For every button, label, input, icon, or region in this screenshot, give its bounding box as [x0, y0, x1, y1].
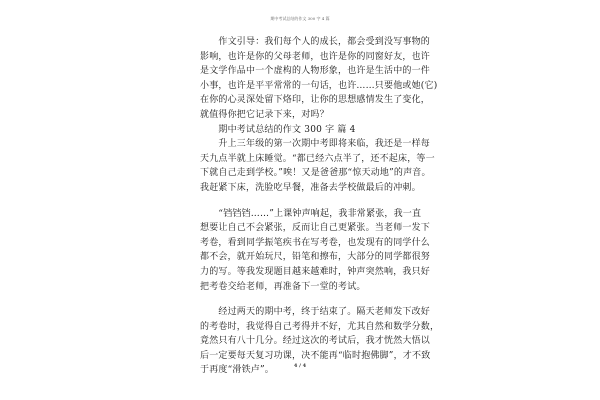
- paragraph-line: 作文引导：我们每个人的成长，都会受到没写事物的: [200, 37, 431, 47]
- paragraph-line: 想要让自己不会紧张，反而让自己更紧张。当老师一发下: [200, 223, 431, 234]
- paragraph-line: 考卷，看到同学振笔疾书在写考卷，也发现有的同学什么: [200, 237, 431, 248]
- paragraph-line: 经过两天的期中考，终于结束了。隔天老师发下改好: [200, 307, 431, 318]
- paragraph-line: 天九点半就上床睡觉。“都已经六点半了，还不起床，等一: [200, 153, 435, 164]
- paragraph-line: “铛铛铛……”上课钟声响起，我非常紧张，我一直: [200, 208, 422, 219]
- paragraph-line: 竟然只有八十几分。经过这次的考试后，我才恍然大悟以: [200, 336, 431, 347]
- paragraph-line: 就值得你把它记录下来，对吗？: [200, 109, 329, 120]
- paragraph-gap: [200, 196, 405, 207]
- paragraph-line: 把考卷交给老师，再准备下一堂的考试。: [200, 281, 366, 292]
- paragraph: [200, 137, 435, 195]
- paragraph-line: 影响，也许是你的父母老师，也许是你的同窗好友，也许: [200, 51, 431, 62]
- document-body: [200, 35, 440, 378]
- document-header: [0, 16, 600, 22]
- page-number-text: 4 / 4: [293, 363, 307, 369]
- paragraph-line: 后一定要每天复习功课，决不能再“临时抱佛脚”，才不致: [200, 350, 431, 361]
- paragraph-line: 都不会，就开始玩尺，铅笔和擦布，大部分的同学都很努: [200, 252, 431, 263]
- subtitle-text: 期中考试总结的作文 300 字 篇 4: [200, 124, 356, 135]
- paragraph: [200, 35, 438, 123]
- paragraph-line: 升上三年级的第一次期中考即将来临，我还是一样每: [200, 139, 431, 150]
- paragraph-line: 小事，也许是平平常常的一句话，也许……只要他或她(它): [200, 80, 438, 91]
- paragraph-line: 的考卷时，我觉得自己考得并不好，尤其自然和数学分数，: [200, 321, 440, 332]
- page-number: [0, 363, 600, 370]
- section-subtitle: [200, 123, 405, 138]
- paragraph-line: 力的写。等我发现题目越来越难时，钟声突然响，我只好: [200, 266, 431, 277]
- paragraph-line: 在你的心灵深处留下烙印，让你的思想感情发生了变化，: [200, 95, 431, 106]
- paragraph-line: 下就自己走到学校。”唉！又是爸爸那“惊天动地”的声音。: [200, 168, 431, 179]
- paragraph-line: 我赶紧下床，洗脸吃早餐，准备去学校做最后的冲刺。: [200, 182, 421, 193]
- paragraph-gap: [200, 294, 405, 305]
- paragraph: [200, 207, 431, 295]
- paragraph-line: 是文学作品中一个虚构的人物形象，也许是生活中的一件: [200, 66, 431, 77]
- document-title: 期中考试总结的作文 300 字 4 篇: [270, 16, 330, 21]
- paragraph-line: 于再度“滑铁卢”。: [200, 365, 275, 376]
